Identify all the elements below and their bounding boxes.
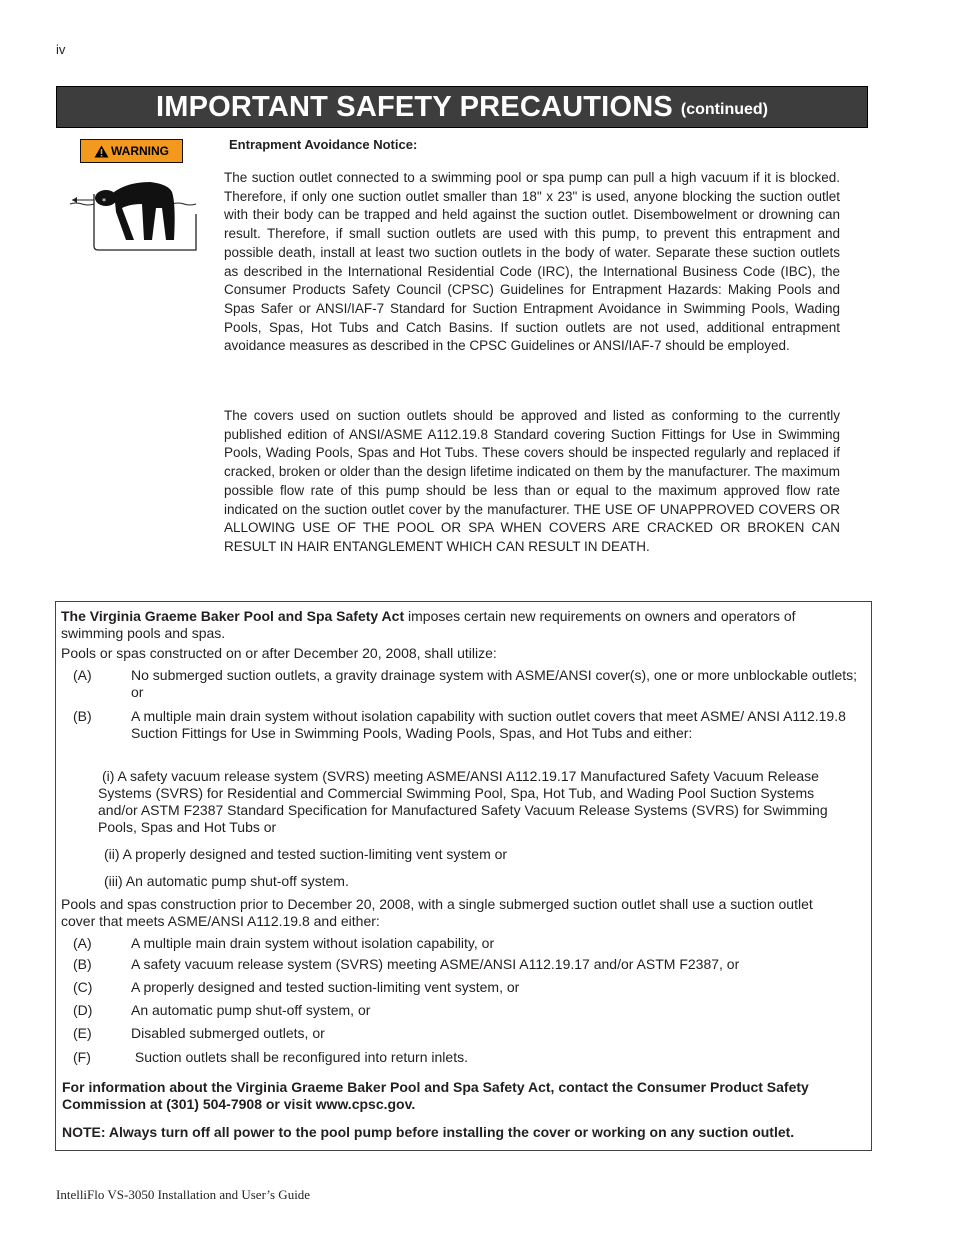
warning-triangle-icon <box>94 145 109 158</box>
list-item <box>73 1049 861 1066</box>
sub-item-ii: (ii) A properly designed and tested suction-limiting vent system or <box>104 846 508 862</box>
page-number: iv <box>56 42 66 57</box>
list-item <box>73 979 861 996</box>
page-footer: IntelliFlo VS-3050 Installation and User’s Guide <box>56 1187 311 1202</box>
covers-paragraph: The covers used on suction outlets should be approved and listed as conforming to the currently published edition of ANSI/ASME A112.19.8 Standard covering Suction Fittings for Use in Swimming Pools, Wading Pools, Spas and Hot Tubs. These covers should be inspected regularly and replaced if cracked, broken or older than the design lifetime indicated on them by the manufacturer. The maximum possible flow rate of this pump should be less than or equal to the maximum approved flow rate indicated on the suction outlet cover by the manufacturer. THE USE OF UNAPPROVED COVERS OR ALLOWING USE OF THE POOL OR SPA WHEN COVERS ARE CRACKED OR BROKEN CAN RESULT IN HAIR ENTANGLEMENT WHICH CAN RESULT IN DEATH. <box>224 408 840 554</box>
notice-title: Entrapment Avoidance Notice: <box>229 137 418 152</box>
list-item-text: An automatic pump shut-off system, or <box>131 1002 371 1018</box>
list-item <box>73 1002 861 1019</box>
list-item <box>73 1025 861 1042</box>
list-item-label: (D) <box>73 1002 93 1018</box>
sub-item-iii: (iii) An automatic pump shut-off system. <box>104 873 349 889</box>
list-item-label: (A) <box>73 667 92 683</box>
section-banner <box>56 86 868 128</box>
list-item-label: (B) <box>73 708 92 724</box>
svg-text:*: * <box>102 197 106 206</box>
list-item-label: (B) <box>73 956 92 972</box>
prior-2008-text: Pools and spas construction prior to December 20, 2008, with a single submerged suction outlet shall use a suction outlet cover that meets ASME/ANSI A112.19.8 and either: <box>61 896 813 929</box>
list-item <box>73 956 861 973</box>
list-item-label: (F) <box>73 1049 91 1065</box>
list-item-label: (A) <box>73 935 92 951</box>
list-item-text: Disabled submerged outlets, or <box>131 1025 325 1041</box>
list-item-text: A multiple main drain system without isolation capability, or <box>131 935 495 951</box>
after-2008-text: Pools or spas constructed on or after December 20, 2008, shall utilize: <box>61 645 497 661</box>
entrapment-paragraph: The suction outlet connected to a swimming pool or spa pump can pull a high vacuum if it is blocked. Therefore, if only one suction outlet smaller than 18" x 23" is used, anyone blocking the suction outlet with their body can be trapped and held against the suction outlet. Disembowelment or drowning can result. Therefore, if small suction outlets are used with this pump, to prevent this entrapment and possible death, install at least two suction outlets in the body of water. Separate these suction outlets as described in the International Residential Code (IRC), the International Business Code (IBC), the Consumer Products Safety Council (CPSC) Guidelines for Entrapment Hazards: Making Pools and Spas Safer or ANSI/IAF-7 Standard for Suction Entrapment Avoidance in Swimming Pools, Wading Pools, Spas, Hot Tubs and Catch Basins. If suction outlets are not used, additional entrapment avoidance measures as described in the CPSC Guidelines or ANSI/IAF-7 should be employed. <box>224 170 840 354</box>
vgb-act-box <box>55 601 872 1151</box>
list-item-text: A multiple main drain system without isolation capability with suction outlet covers that meet ASME/ ANSI A112.19.8 Suction Fittings for Use in Swimming Pools, Wading Pools, Spas, and Hot Tubs and either: <box>131 708 846 741</box>
list-item-text: A properly designed and tested suction-limiting vent system, or <box>131 979 520 995</box>
list-item <box>73 708 861 742</box>
list-item-label: (C) <box>73 979 93 995</box>
act-name: The Virginia Graeme Baker Pool and Spa Safety Act <box>61 608 405 624</box>
act-intro-text: imposes certain new requirements on owners and operators of swimming pools and spas. <box>61 608 796 641</box>
list-item-text: A safety vacuum release system (SVRS) meeting ASME/ANSI A112.19.17 and/or ASTM F2387, or <box>131 956 740 972</box>
list-item-label: (E) <box>73 1025 92 1041</box>
list-item-text: No submerged suction outlets, a gravity drainage system with ASME/ANSI cover(s), one or more unblockable outlets; or <box>131 667 858 700</box>
banner-title: IMPORTANT SAFETY PRECAUTIONS <box>156 90 673 123</box>
list-item-text: Suction outlets shall be reconfigured into return inlets. <box>131 1049 468 1065</box>
banner-subtitle: (continued) <box>680 101 768 118</box>
power-off-note: NOTE: Always turn off all power to the pool pump before installing the cover or working on any suction outlet. <box>62 1124 795 1140</box>
sub-item-i: (i) A safety vacuum release system (SVRS) meeting ASME/ANSI A112.19.17 Manufactured Safety Vacuum Release Systems (SVRS) for Residential and Commercial Swimming Pool, Spa, Hot Tub, and Wading Pool Suction Systems and/or ASTM F2387 Standard Specification for Manufactured Safety Vacuum Release Systems (SVRS) for Swimming Pools, Spas and Hot Tubs or <box>98 768 828 835</box>
list-item <box>73 935 861 952</box>
contact-info: For information about the Virginia Graeme Baker Pool and Spa Safety Act, contact the Consumer Product Safety Commission at (301) 504-7908 or visit www.cpsc.gov. <box>62 1079 809 1112</box>
list-item <box>73 667 861 701</box>
warning-label <box>80 139 183 163</box>
warning-text: WARNING <box>111 144 169 158</box>
vgb-intro <box>61 608 821 642</box>
entrapment-hazard-icon <box>68 174 200 252</box>
